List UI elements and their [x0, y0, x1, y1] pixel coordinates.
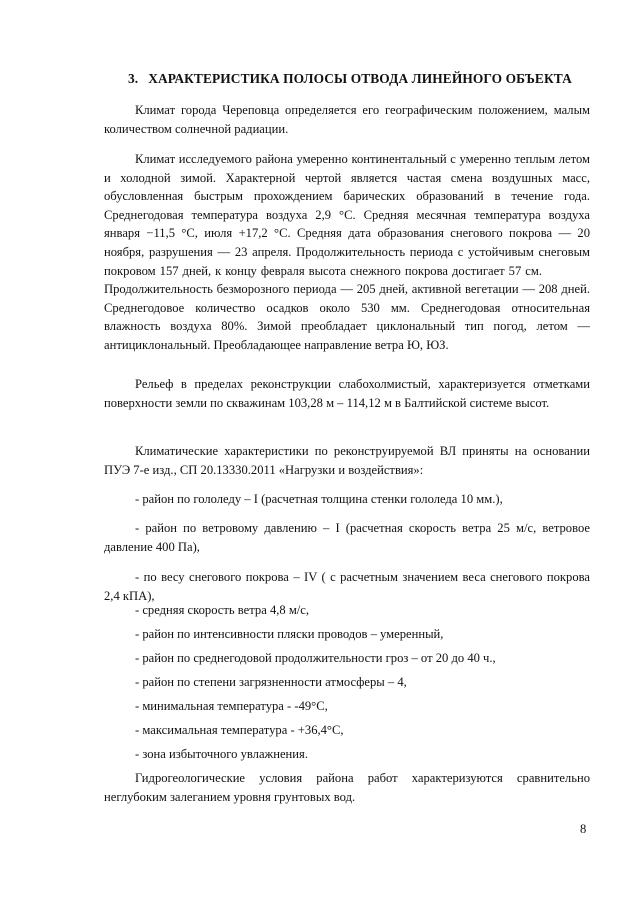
paragraph-hydrogeology: Гидрогеологические условия района работ характеризуются сравнительно неглубоким залеганием уровня грунтовых вод. — [104, 771, 590, 804]
list-item-wire-galloping: - район по интенсивности пляски проводов – умеренный, — [135, 627, 444, 641]
section-heading — [128, 71, 608, 87]
list-item-ice-region: - район по гололеду – I (расчетная толщина стенки гололеда 10 мм.), — [135, 492, 503, 506]
paragraph-climate-city: Климат города Череповца определяется его географическим положением, малым количеством солнечной радиации. — [104, 103, 590, 136]
section-number: 3. — [128, 71, 139, 86]
list-item-pollution: - район по степени загрязненности атмосферы – 4, — [135, 675, 407, 689]
list-item-humidity-zone: - зона избыточного увлажнения. — [135, 747, 308, 761]
section-title: ХАРАКТЕРИСТИКА ПОЛОСЫ ОТВОДА ЛИНЕЙНОГО ОБЪЕКТА — [148, 71, 572, 86]
list-item-thunderstorms: - район по среднегодовой продолжительности гроз – от 20 до 40 ч., — [135, 651, 496, 665]
list-item-min-temperature: - минимальная температура - -49°С, — [135, 699, 328, 713]
paragraph-climate-region-tail: Продолжительность безморозного периода — 205 дней, активной вегетации — 208 дней. Среднегодовое количество осадков около 530 мм. Среднегодовая относительная влажность воздуха 80%. Зимой преобладает циклональный тип погод, летом — антициклональный. Преобладающее направление ветра Ю, ЮЗ. — [104, 282, 590, 352]
list-item-max-temperature: - максимальная температура - +36,4°С, — [135, 723, 344, 737]
paragraph-climatic-characteristics: Климатические характеристики по реконструируемой ВЛ приняты на основании ПУЭ 7-е изд., СП 20.13330.2011 «Нагрузки и воздействия»: — [104, 444, 590, 477]
paragraph-relief: Рельеф в пределах реконструкции слабохолмистый, характеризуется отметками поверхности земли по скважинам 103,28 м – 114,12 м в Балтийской системе высот. — [104, 377, 590, 410]
list-item-snow-weight: - по весу снегового покрова – IV ( с расчетным значением веса снегового покрова 2,4 кПА), — [104, 570, 590, 603]
list-item-wind-pressure: - район по ветровому давлению – I (расчетная скорость ветра 25 м/с, ветровое давление 400 Па), — [104, 521, 590, 554]
list-item-average-wind: - средняя скорость ветра 4,8 м/с, — [135, 603, 310, 617]
page-number: 8 — [580, 822, 587, 836]
paragraph-climate-region-main: Климат исследуемого района умеренно континентальный с умеренно теплым летом и холодной зимой. Характерной чертой является частая смена воздушных масс, обусловленная быстрым прохождением барических образований в течение года. Среднегодовая температура воздуха 2,9 °С. Средняя месячная температура воздуха января −11,5 °С, июля +17,2 °С. Средняя дата образования снегового покрова — 20 ноября, разрушения — 23 апреля. Продолжительность периода с устойчивым снеговым покровом 157 дней, к концу февраля высота снежного покрова достигает 57 см. — [104, 152, 590, 278]
paragraph-climate-region — [104, 150, 590, 355]
